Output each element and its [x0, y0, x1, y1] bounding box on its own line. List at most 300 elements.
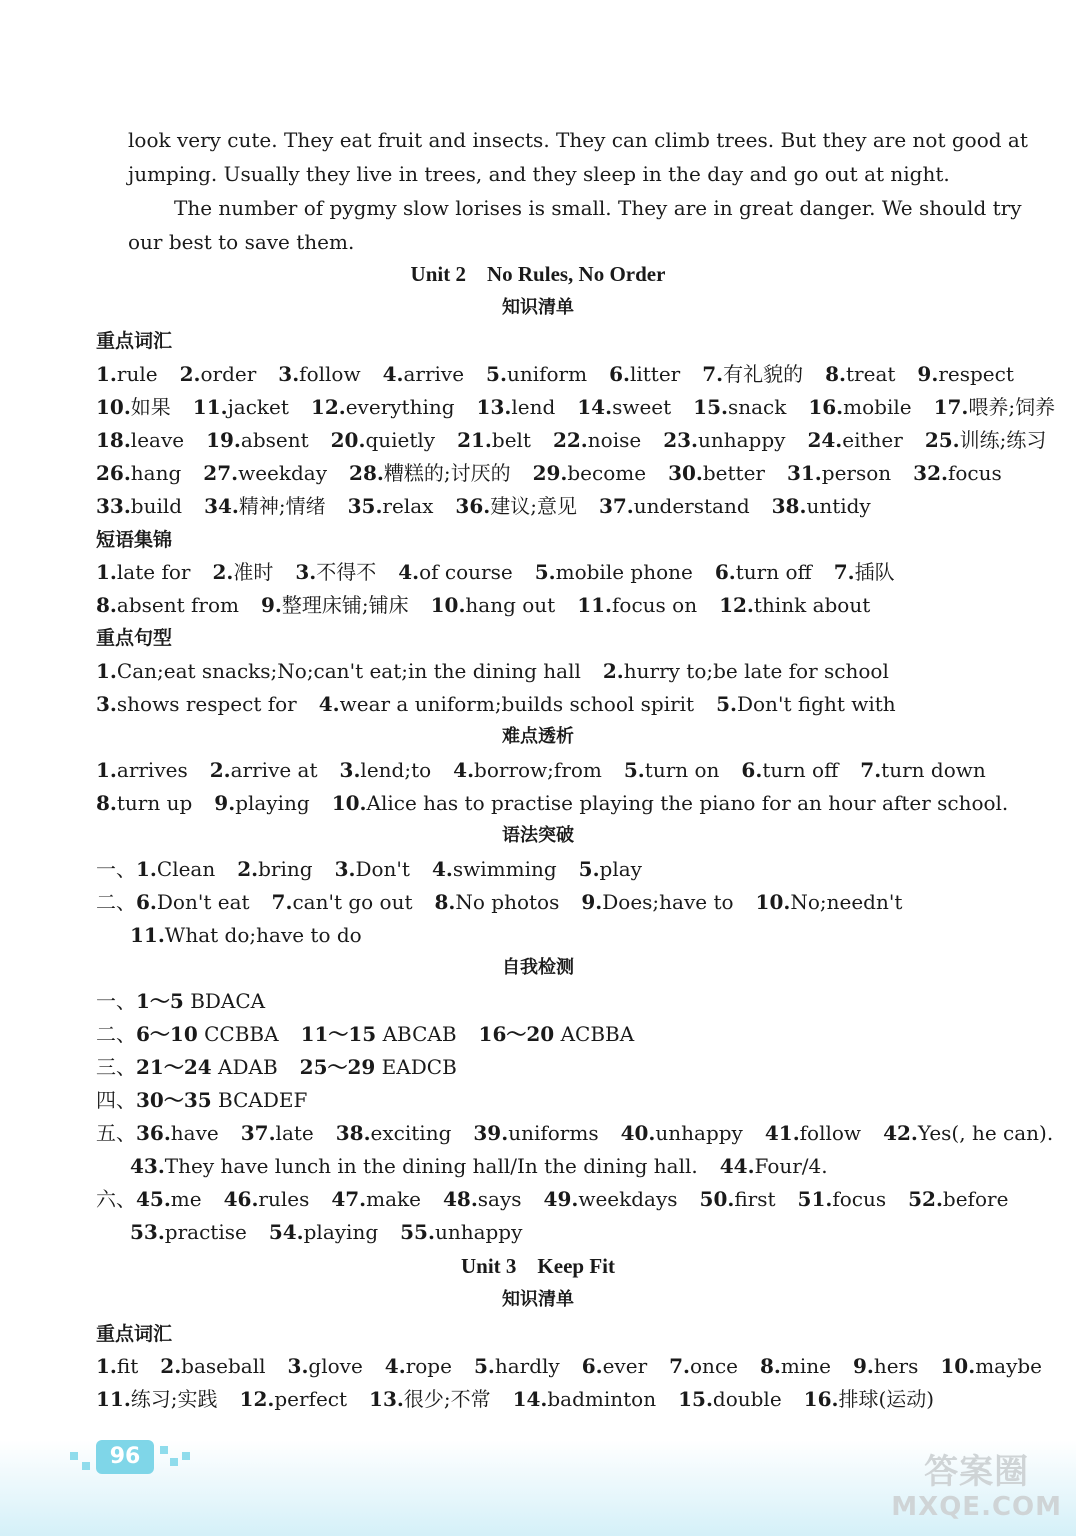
answer-item — [477, 394, 556, 420]
answer-text: absent — [240, 428, 309, 452]
answer-text: playing — [303, 1220, 379, 1244]
answer-number: 16～20 — [478, 1022, 555, 1046]
answer-number: 25. — [924, 428, 960, 452]
answer-item — [295, 559, 376, 585]
answer-text: respect — [938, 362, 1014, 386]
answer-item — [669, 1353, 738, 1379]
answer-number: 10. — [96, 395, 131, 419]
unit2-test-row-6 — [130, 1153, 850, 1179]
answer-text: turn on — [644, 758, 720, 782]
part-prefix: 六、 — [96, 1187, 136, 1211]
part-prefix: 五、 — [96, 1121, 136, 1145]
answer-item — [136, 1021, 279, 1047]
answer-number: 1～5 — [136, 989, 184, 1013]
answer-number: 7. — [702, 362, 724, 386]
answer-text: hang — [130, 461, 182, 485]
answer-text: bring — [258, 857, 313, 881]
answer-item — [383, 361, 464, 387]
answer-text: lend;to — [360, 758, 432, 782]
answer-item — [269, 1219, 378, 1245]
unit2-title: Unit 2 No Rules, No Order — [410, 262, 666, 286]
unit2-test-row-4 — [96, 1087, 329, 1113]
decor-dot — [70, 1452, 78, 1460]
answer-text: follow — [299, 362, 361, 386]
answer-number: 8. — [434, 890, 456, 914]
answer-text: 建议;意见 — [490, 494, 577, 518]
unit2-difficult-row-2 — [96, 790, 1030, 816]
answer-text: uniforms — [508, 1121, 599, 1145]
answer-number: 8. — [825, 362, 847, 386]
answer-text: arrive at — [230, 758, 318, 782]
answer-number: 52. — [908, 1187, 943, 1211]
unit2-vocab-row-5 — [96, 493, 893, 519]
answer-number: 39. — [473, 1121, 509, 1145]
answer-number: 2. — [212, 560, 234, 584]
answer-number: 1. — [96, 659, 117, 683]
answer-number: 30～35 — [136, 1088, 212, 1112]
answer-text: jacket — [227, 395, 289, 419]
answer-text: sweet — [612, 395, 672, 419]
answer-text: either — [842, 428, 903, 452]
answer-number: 29. — [532, 461, 568, 485]
answer-item — [435, 889, 560, 915]
answer-number: 5. — [486, 362, 507, 386]
answer-number: 24. — [807, 428, 843, 452]
unit2-vocab-row-3 — [96, 427, 1068, 453]
answer-number: 4. — [382, 362, 404, 386]
answer-item — [96, 460, 181, 486]
answer-number: 16. — [808, 395, 844, 419]
answer-text: rules — [258, 1187, 310, 1211]
answer-number: 44. — [719, 1154, 755, 1178]
answer-text: playing — [235, 791, 310, 815]
answer-item — [668, 460, 765, 486]
answer-text: turn up — [116, 791, 193, 815]
unit2-grammar-row-2 — [96, 889, 924, 915]
unit2-vocab-title: 重点词汇 — [96, 330, 173, 352]
answer-text: BDACA — [183, 989, 266, 1013]
answer-text: mine — [780, 1354, 831, 1378]
answer-text: swimming — [452, 857, 557, 881]
answer-number: 23. — [663, 428, 698, 452]
unit2-grammar-row-1 — [96, 856, 664, 882]
answer-item — [678, 1386, 782, 1412]
answer-item — [577, 592, 697, 618]
answer-number: 10. — [331, 791, 367, 815]
watermark-url: MXQE.COM — [891, 1492, 1062, 1522]
answer-text: glove — [308, 1354, 363, 1378]
answer-text: Don't eat — [156, 890, 250, 914]
answer-text: Don't — [355, 857, 410, 881]
answer-number: 4. — [398, 560, 420, 584]
answer-item — [702, 361, 803, 387]
answer-number: 2. — [160, 1354, 182, 1378]
answer-item — [609, 361, 680, 387]
answer-number: 19. — [206, 428, 241, 452]
answer-text: unhappy — [434, 1220, 523, 1244]
answer-item — [130, 1219, 247, 1245]
answer-item — [599, 493, 750, 519]
answer-number: 9. — [581, 890, 603, 914]
answer-number: 6. — [136, 890, 157, 914]
answer-text: wear a uniform;builds school spirit — [339, 692, 695, 716]
answer-number: 6. — [609, 362, 630, 386]
answer-text: Clean — [156, 857, 216, 881]
answer-item — [130, 922, 362, 948]
answer-item — [716, 691, 896, 717]
answer-item — [808, 394, 911, 420]
answer-number: 9. — [214, 791, 236, 815]
answer-text: treat — [846, 362, 896, 386]
answer-item — [913, 460, 1002, 486]
answer-number: 4. — [384, 1354, 406, 1378]
answer-item — [212, 559, 273, 585]
answer-item — [206, 427, 309, 453]
answer-item — [385, 1353, 452, 1379]
answer-text: 有礼貌的 — [723, 362, 804, 386]
answer-text: focus — [832, 1187, 887, 1211]
answer-text: double — [712, 1387, 782, 1411]
answer-item — [136, 988, 265, 1014]
answer-item — [577, 394, 671, 420]
answer-item — [579, 856, 642, 882]
answer-text: arrives — [116, 758, 188, 782]
page-number: 96 — [96, 1440, 154, 1474]
unit2-sentence-title: 重点句型 — [96, 627, 173, 649]
answer-text: think about — [753, 593, 871, 617]
answer-number: 42. — [883, 1121, 918, 1145]
answer-number: 38. — [771, 494, 807, 518]
decor-dot — [170, 1458, 178, 1466]
intro-line-2: jumping. Usually they live in trees, and they sleep in the day and go out at night. — [128, 162, 950, 186]
answer-number: 2. — [209, 758, 231, 782]
answer-text: turn off — [762, 758, 839, 782]
answer-number: 5. — [623, 758, 645, 782]
answer-number: 51. — [797, 1187, 833, 1211]
answer-item — [96, 592, 239, 618]
answer-number: 22. — [552, 428, 588, 452]
answer-text: 如果 — [130, 395, 171, 419]
unit2-test-row-1 — [96, 988, 287, 1014]
answer-item — [224, 1186, 310, 1212]
answer-number: 11～15 — [300, 1022, 377, 1046]
answer-number: 14. — [512, 1387, 548, 1411]
answer-text: practise — [164, 1220, 247, 1244]
unit2-test-row-8 — [130, 1219, 544, 1245]
answer-item — [917, 361, 1013, 387]
answer-item — [715, 559, 812, 585]
answer-number: 12. — [310, 395, 346, 419]
answer-number: 21. — [457, 428, 492, 452]
answer-number: 33. — [96, 494, 131, 518]
answer-text: hardly — [494, 1354, 560, 1378]
answer-number: 8. — [96, 791, 117, 815]
answer-text: Does;have to — [602, 890, 734, 914]
answer-number: 1. — [96, 362, 117, 386]
decor-dot — [182, 1452, 190, 1460]
answer-item — [432, 856, 557, 882]
part-prefix: 一、 — [96, 857, 136, 881]
answer-text: arrive — [403, 362, 465, 386]
answer-number: 36. — [455, 494, 491, 518]
answer-item — [136, 1120, 219, 1146]
answer-item — [319, 691, 694, 717]
unit3-vocab-row-1 — [96, 1353, 1064, 1379]
answer-number: 5. — [578, 857, 600, 881]
answer-number: 3. — [334, 857, 356, 881]
watermark — [891, 1452, 1062, 1522]
answer-item — [719, 592, 870, 618]
answer-item — [331, 1186, 421, 1212]
answer-item — [720, 1153, 828, 1179]
part-prefix: 三、 — [96, 1055, 136, 1079]
answer-text: CCBBA — [197, 1022, 279, 1046]
answer-item — [940, 1353, 1042, 1379]
answer-number: 4. — [453, 758, 475, 782]
answer-number: 17. — [933, 395, 969, 419]
answer-text: unhappy — [697, 428, 786, 452]
answer-number: 37. — [598, 494, 634, 518]
answer-number: 4. — [318, 692, 340, 716]
answer-text: focus on — [612, 593, 698, 617]
answer-item — [479, 1021, 635, 1047]
answer-item — [787, 460, 891, 486]
answer-item — [331, 427, 435, 453]
answer-number: 31. — [786, 461, 822, 485]
answer-item — [96, 691, 297, 717]
answer-text: Alice has to practise playing the piano for an hour after school. — [366, 791, 1009, 815]
answer-text: litter — [629, 362, 681, 386]
answer-item — [136, 1087, 307, 1113]
answer-text: Can;eat snacks;No;can't eat;in the dining hall — [116, 659, 581, 683]
answer-text: says — [477, 1187, 522, 1211]
answer-item — [455, 493, 577, 519]
answer-item — [453, 757, 602, 783]
answer-number: 7. — [833, 560, 855, 584]
unit3-title: Unit 3 Keep Fit — [461, 1254, 615, 1278]
answer-text: No;needn't — [790, 890, 903, 914]
answer-text: order — [200, 362, 257, 386]
answer-item — [237, 856, 312, 882]
answer-number: 11. — [96, 1387, 131, 1411]
answer-text: What do;have to do — [164, 923, 362, 947]
answer-number: 1. — [96, 560, 117, 584]
answer-text: once — [690, 1354, 738, 1378]
answer-text: 练习;实践 — [130, 1387, 218, 1411]
answer-item — [825, 361, 895, 387]
answer-text: 排球(运动) — [838, 1387, 935, 1411]
answer-text: turn down — [881, 758, 986, 782]
answer-number: 15. — [693, 395, 728, 419]
answer-number: 9. — [260, 593, 282, 617]
answer-text: untidy — [806, 494, 871, 518]
answer-text: lend — [511, 395, 556, 419]
unit2-sentence-row-2 — [96, 691, 918, 717]
answer-number: 21～24 — [136, 1055, 212, 1079]
answer-text: EADCB — [375, 1055, 457, 1079]
answer-item — [203, 460, 327, 486]
answer-item — [240, 1386, 347, 1412]
answer-item — [349, 460, 511, 486]
answer-item — [340, 757, 432, 783]
answer-item — [288, 1353, 363, 1379]
answer-text: maybe — [975, 1354, 1043, 1378]
answer-number: 3. — [96, 692, 117, 716]
answer-text: shows respect for — [116, 692, 297, 716]
answer-number: 36. — [136, 1121, 171, 1145]
answer-number: 6～10 — [136, 1022, 198, 1046]
unit2-sentence-row-1 — [96, 658, 911, 684]
answer-number: 14. — [577, 395, 613, 419]
answer-number: 18. — [96, 428, 131, 452]
answer-text: belt — [491, 428, 531, 452]
answer-text: 很少;不常 — [403, 1387, 491, 1411]
answer-text: They have lunch in the dining hall/In the dining hall. — [164, 1154, 698, 1178]
answer-item — [624, 757, 720, 783]
answer-number: 25～29 — [299, 1055, 376, 1079]
unit2-test-row-5 — [96, 1120, 1075, 1146]
answer-item — [96, 559, 190, 585]
answer-number: 1. — [136, 857, 157, 881]
answer-number: 38. — [335, 1121, 371, 1145]
answer-item — [908, 1186, 1008, 1212]
part-prefix: 一、 — [96, 989, 136, 1013]
answer-text: Don't fight with — [736, 692, 896, 716]
answer-item — [160, 1353, 265, 1379]
answer-number: 15. — [678, 1387, 713, 1411]
answer-item — [214, 790, 309, 816]
answer-item — [860, 757, 985, 783]
answer-item — [96, 790, 192, 816]
answer-number: 55. — [400, 1220, 435, 1244]
answer-number: 12. — [719, 593, 754, 617]
answer-item — [311, 394, 455, 420]
answer-text: everything — [345, 395, 455, 419]
answer-item — [96, 658, 581, 684]
answer-number: 1. — [96, 758, 117, 782]
answer-item — [272, 889, 413, 915]
answer-text: hurry to;be late for school — [623, 659, 889, 683]
unit2-test-title: 自我检测 — [502, 957, 574, 978]
answer-number: 4. — [431, 857, 453, 881]
answer-number: 11. — [130, 923, 165, 947]
answer-item — [136, 856, 215, 882]
answer-item — [533, 460, 646, 486]
answer-text: before — [942, 1187, 1009, 1211]
answer-number: 7. — [271, 890, 293, 914]
answer-number: 47. — [331, 1187, 367, 1211]
answer-number: 10. — [755, 890, 791, 914]
answer-text: Yes(, he can). — [917, 1121, 1054, 1145]
answer-text: better — [702, 461, 765, 485]
answer-item — [136, 889, 250, 915]
answer-number: 7. — [669, 1354, 691, 1378]
answer-item — [210, 757, 318, 783]
answer-number: 32. — [913, 461, 948, 485]
answer-item — [581, 889, 733, 915]
answer-text: noise — [587, 428, 642, 452]
answer-text: 整理床铺;铺床 — [281, 593, 409, 617]
answer-number: 37. — [240, 1121, 276, 1145]
answer-number: 6. — [714, 560, 736, 584]
answer-item — [772, 493, 871, 519]
answer-item — [261, 592, 409, 618]
unit2-phrase-row-2 — [96, 592, 892, 618]
answer-item — [335, 856, 410, 882]
answer-text: baseball — [181, 1354, 266, 1378]
answer-number: 45. — [136, 1187, 171, 1211]
answer-item — [798, 1186, 887, 1212]
answer-text: No photos — [455, 890, 560, 914]
answer-number: 43. — [130, 1154, 165, 1178]
answer-item — [693, 394, 786, 420]
answer-number: 6. — [741, 758, 763, 782]
answer-text: mobile phone — [555, 560, 693, 584]
intro-line-4: our best to save them. — [128, 230, 355, 254]
answer-text: hers — [873, 1354, 919, 1378]
unit3-knowledge-title: 知识清单 — [502, 1289, 574, 1310]
answer-text: 训练;练习 — [959, 428, 1047, 452]
watermark-logo-text: 答案圈 — [924, 1452, 1030, 1492]
answer-item — [486, 361, 587, 387]
answer-text: snack — [727, 395, 787, 419]
answer-text: exciting — [370, 1121, 452, 1145]
answer-number: 40. — [620, 1121, 656, 1145]
answer-item — [348, 493, 434, 519]
answer-item — [603, 658, 889, 684]
decor-dot — [82, 1462, 90, 1470]
answer-number: 54. — [268, 1220, 304, 1244]
answer-number: 5. — [716, 692, 737, 716]
answer-text: can't go out — [292, 890, 413, 914]
answer-number: 3. — [278, 362, 300, 386]
answer-number: 3. — [287, 1354, 309, 1378]
answer-number: 10. — [430, 593, 466, 617]
answer-item — [96, 757, 188, 783]
unit2-vocab-row-2 — [96, 394, 1076, 420]
answer-number: 3. — [295, 560, 317, 584]
answer-text: late — [275, 1121, 314, 1145]
answer-item — [621, 1120, 743, 1146]
answer-item — [760, 1353, 831, 1379]
answer-number: 7. — [860, 758, 882, 782]
answer-text: build — [130, 494, 183, 518]
answer-number: 8. — [759, 1354, 781, 1378]
answer-text: weekday — [238, 461, 328, 485]
answer-item — [398, 559, 512, 585]
answer-item — [369, 1386, 491, 1412]
answer-text: perfect — [274, 1387, 348, 1411]
answer-item — [96, 1386, 218, 1412]
answer-item — [96, 361, 158, 387]
answer-text: leave — [130, 428, 185, 452]
answer-text: Four/4. — [754, 1154, 828, 1178]
answer-item — [136, 1186, 202, 1212]
answer-text: person — [821, 461, 892, 485]
answer-text: BCADEF — [211, 1088, 308, 1112]
answer-item — [278, 361, 360, 387]
answer-item — [765, 1120, 861, 1146]
answer-text: 精神;情绪 — [238, 494, 326, 518]
answer-item — [96, 394, 171, 420]
answer-text: make — [366, 1187, 421, 1211]
answer-item — [700, 1186, 776, 1212]
answer-text: rule — [116, 362, 158, 386]
answer-item — [96, 427, 184, 453]
unit3-vocab-row-2 — [96, 1386, 956, 1412]
unit3-vocab-title: 重点词汇 — [96, 1323, 173, 1345]
answer-text: understand — [633, 494, 750, 518]
